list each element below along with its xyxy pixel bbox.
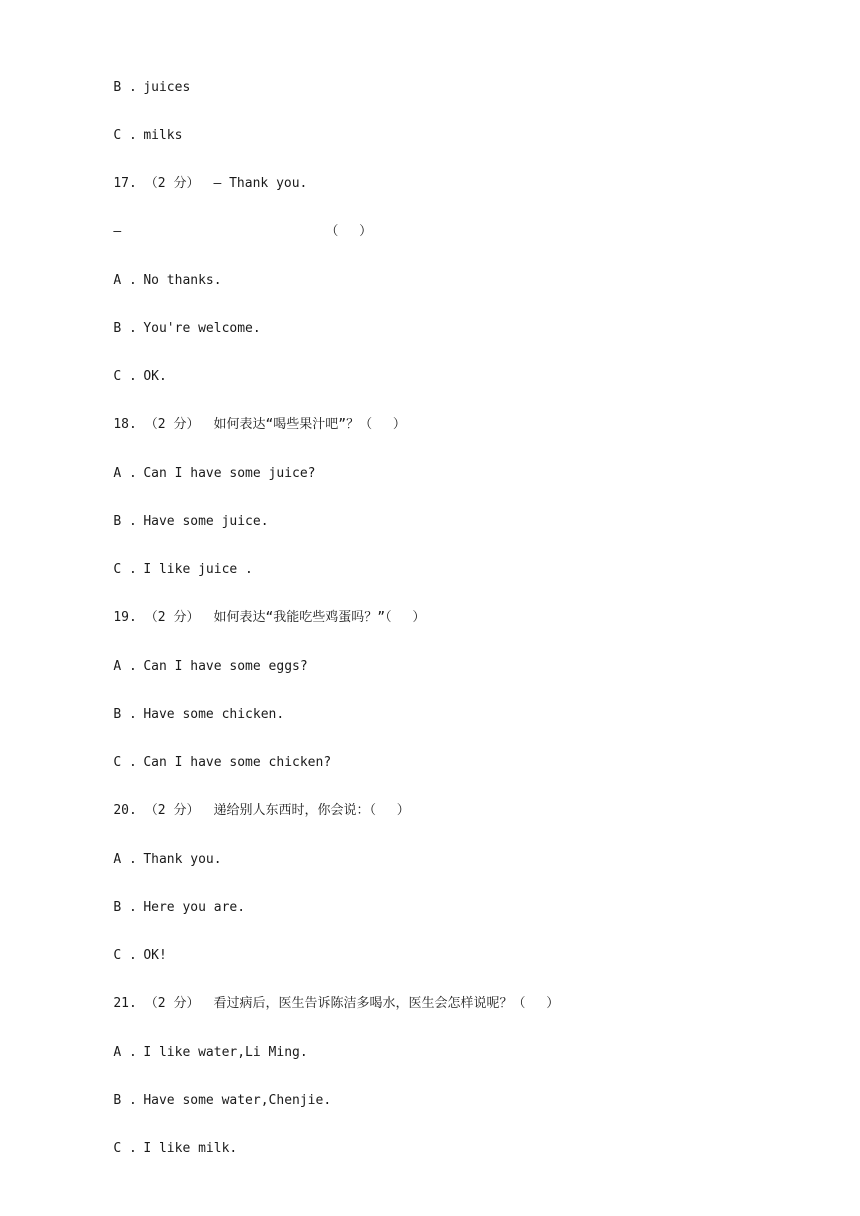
question-number: 21. [113, 996, 137, 1011]
question-points: （2 分） [144, 803, 200, 818]
option-a-21 [82, 1026, 308, 1060]
option-text: Have some chicken. [143, 707, 285, 722]
option-text: Have some juice. [143, 514, 269, 529]
option-text: I like milk. [143, 1141, 238, 1156]
option-letter: A . [113, 466, 137, 481]
dialogue-dash: — [113, 224, 122, 239]
option-letter: A . [113, 852, 137, 867]
question-number: 17. [113, 176, 137, 191]
option-text: You're welcome. [143, 321, 261, 336]
option-letter: B . [113, 321, 137, 336]
question-stem: 递给别人东西时，你会说：（ ） [213, 803, 410, 818]
option-letter: C . [113, 948, 137, 963]
option-letter: B . [113, 900, 137, 915]
option-letter: C . [113, 1141, 137, 1156]
question-stem: 如何表达“喝些果汁吧”？（ ） [213, 417, 406, 432]
option-text: OK! [143, 948, 167, 963]
question-stem: 看过病后，医生告诉陈洁多喝水，医生会怎样说呢？（ ） [213, 996, 560, 1011]
option-a-20 [82, 833, 222, 867]
option-c-16 [82, 109, 183, 143]
option-text: milks [143, 128, 183, 143]
question-stem: 如何表达“我能吃些鸡蛋吗？”（ ） [213, 610, 426, 625]
option-letter: B . [113, 80, 137, 95]
option-text: No thanks. [143, 273, 222, 288]
option-letter: C . [113, 755, 137, 770]
option-letter: B . [113, 514, 137, 529]
option-text: Can I have some juice? [143, 466, 316, 481]
question-19 [82, 591, 426, 625]
option-letter: B . [113, 1093, 137, 1108]
option-text: Can I have some eggs? [143, 659, 308, 674]
option-text: Can I have some chicken? [143, 755, 332, 770]
option-c-17 [82, 350, 167, 384]
option-c-20 [82, 929, 167, 963]
option-c-18 [82, 543, 253, 577]
option-text: juices [143, 80, 191, 95]
option-b-19 [82, 688, 285, 722]
option-letter: A . [113, 659, 137, 674]
option-letter: C . [113, 562, 137, 577]
question-18 [82, 398, 406, 432]
option-b-20 [82, 881, 246, 915]
option-text: Thank you. [143, 852, 222, 867]
question-points: （2 分） [144, 996, 200, 1011]
question-20 [82, 784, 410, 818]
option-text: OK. [143, 369, 167, 384]
option-letter: B . [113, 707, 137, 722]
question-stem: — Thank you. [213, 176, 308, 191]
option-letter: A . [113, 273, 137, 288]
option-text: Have some water,Chenjie. [143, 1093, 332, 1108]
question-number: 20. [113, 803, 137, 818]
answer-blank-17 [82, 205, 373, 239]
question-17 [82, 157, 308, 191]
question-points: （2 分） [144, 610, 200, 625]
option-a-17 [82, 254, 222, 288]
option-b-17 [82, 302, 261, 336]
option-c-21 [82, 1122, 238, 1156]
option-b-16 [82, 61, 191, 95]
option-text: Here you are. [143, 900, 246, 915]
option-text: I like juice . [143, 562, 253, 577]
option-c-19 [82, 736, 332, 770]
option-letter: C . [113, 369, 137, 384]
question-points: （2 分） [144, 176, 200, 191]
option-text: I like water,Li Ming. [143, 1045, 308, 1060]
question-points: （2 分） [144, 417, 200, 432]
option-letter: A . [113, 1045, 137, 1060]
option-letter: C . [113, 128, 137, 143]
question-number: 19. [113, 610, 137, 625]
answer-parentheses: （ ） [325, 224, 373, 239]
option-a-19 [82, 640, 308, 674]
option-b-18 [82, 495, 269, 529]
option-a-18 [82, 447, 316, 481]
question-number: 18. [113, 417, 137, 432]
question-21 [82, 977, 560, 1011]
option-b-21 [82, 1074, 332, 1108]
